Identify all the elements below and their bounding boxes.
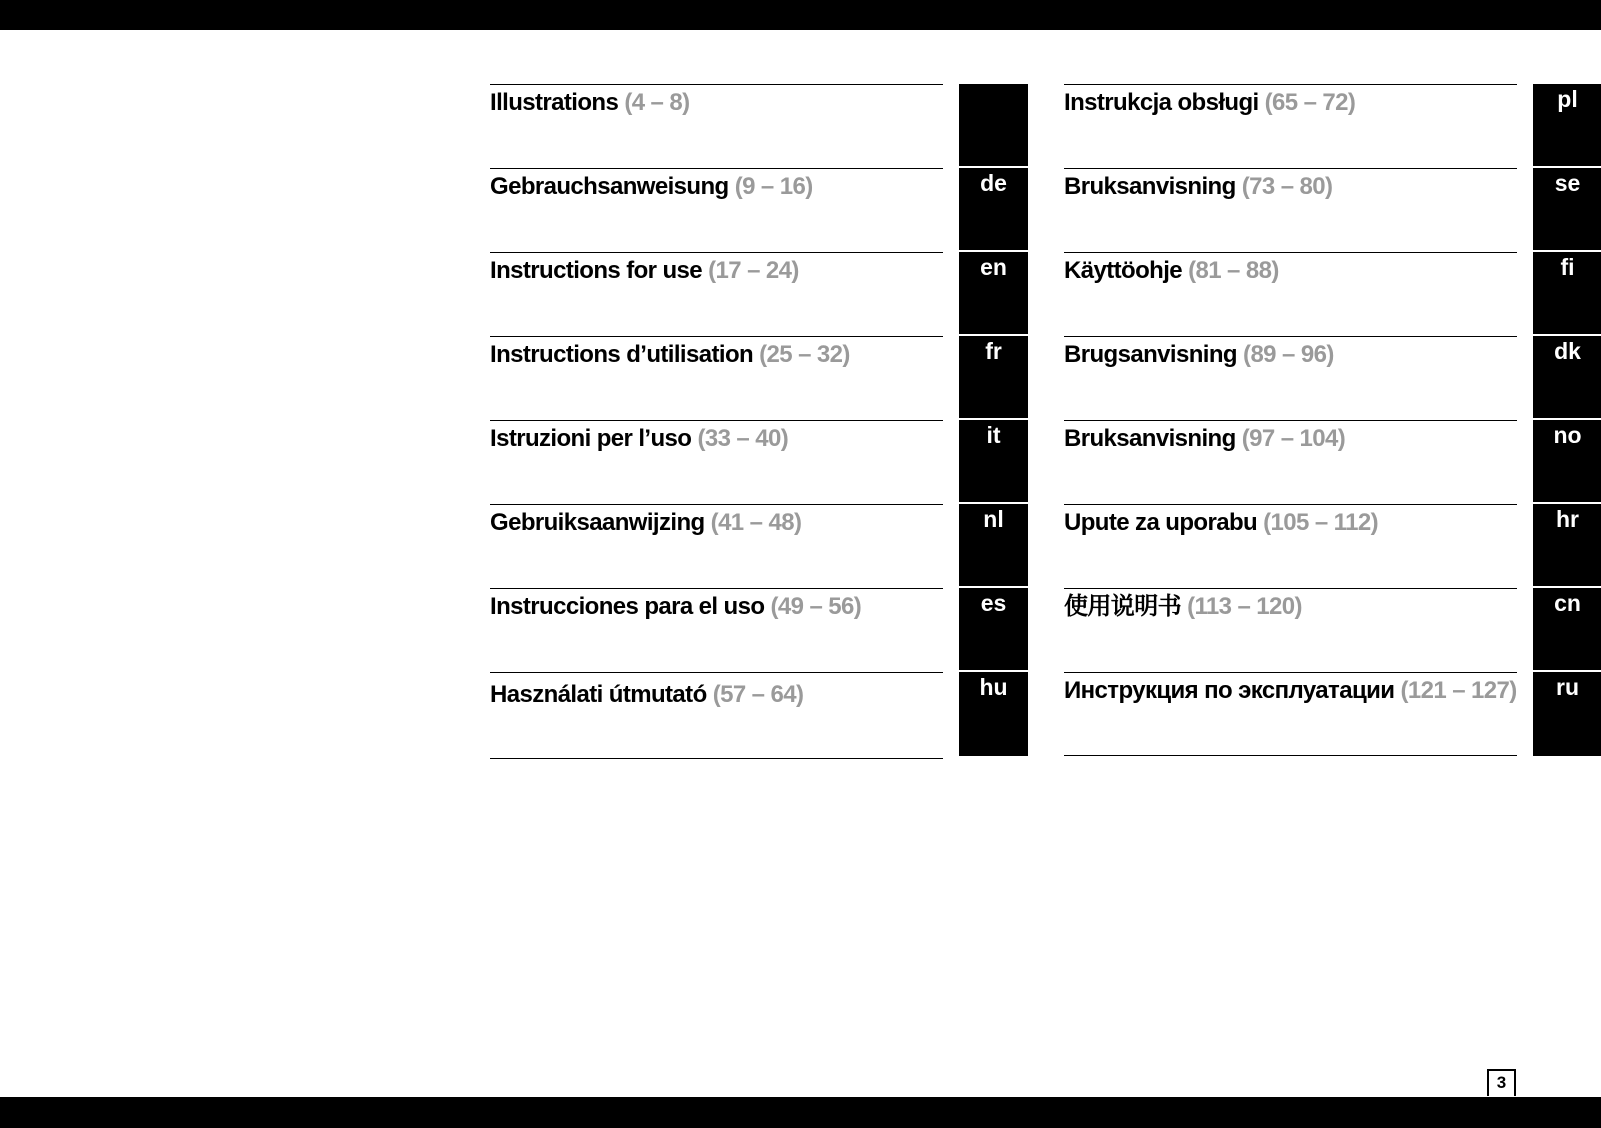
toc-entry-text <box>1064 425 1345 453</box>
toc-page-range: (41 – 48) <box>710 509 802 536</box>
toc-title: Käyttöohje <box>1064 257 1183 284</box>
toc-entry-text <box>1064 677 1517 705</box>
language-tab-en[interactable]: en <box>959 252 1028 334</box>
toc-entry-ru[interactable] <box>1064 672 1601 756</box>
divider <box>490 168 943 169</box>
toc-entry-illustrations[interactable] <box>490 84 1092 168</box>
divider <box>1064 420 1517 421</box>
toc-page-range: (121 – 127) <box>1400 677 1517 704</box>
language-tab-it[interactable]: it <box>959 420 1028 502</box>
language-tab-fr[interactable]: fr <box>959 336 1028 418</box>
toc-title: 使用说明书 <box>1064 593 1181 620</box>
toc-page-range: (33 – 40) <box>697 425 789 452</box>
top-bar <box>0 0 1601 30</box>
toc-entry-no[interactable] <box>1064 420 1601 504</box>
toc-column-left <box>490 84 1092 756</box>
toc-entry-text <box>1064 89 1355 117</box>
language-tab-de[interactable]: de <box>959 168 1028 250</box>
toc-entry-es[interactable] <box>490 588 1092 672</box>
language-tab-dk[interactable]: dk <box>1533 336 1601 418</box>
language-tab-es[interactable]: es <box>959 588 1028 670</box>
toc-entry-text <box>1064 509 1378 537</box>
toc-entry-fi[interactable] <box>1064 252 1601 336</box>
toc-title: Instrukcja obsługi <box>1064 89 1259 116</box>
toc-entry-text <box>490 257 799 285</box>
toc-title: Brugsanvisning <box>1064 341 1237 368</box>
toc-page-range: (4 – 8) <box>624 89 690 116</box>
language-tab-no[interactable]: no <box>1533 420 1601 502</box>
language-tab-hu[interactable]: hu <box>959 672 1028 756</box>
toc-column-right <box>1064 84 1601 756</box>
bottom-bar <box>0 1097 1601 1128</box>
toc-page-range: (89 – 96) <box>1243 341 1334 368</box>
language-tab-hr[interactable]: hr <box>1533 504 1601 586</box>
toc-title: Gebruiksaanwijzing <box>490 509 705 536</box>
toc-title: Illustrations <box>490 89 619 116</box>
language-tab-pl[interactable]: pl <box>1533 84 1601 166</box>
language-tab-cn[interactable]: cn <box>1533 588 1601 670</box>
toc-entry-text <box>490 681 803 709</box>
toc-title: Upute za uporabu <box>1064 509 1258 536</box>
toc-entry-en[interactable] <box>490 252 1092 336</box>
divider <box>490 84 943 85</box>
toc-page-range: (9 – 16) <box>734 173 813 200</box>
toc-title: Instructions d’utilisation <box>490 341 754 368</box>
toc-entry-fr[interactable] <box>490 336 1092 420</box>
toc-page-range: (65 – 72) <box>1264 89 1356 116</box>
toc-title: Használati útmutató <box>490 681 707 708</box>
toc-entry-nl[interactable] <box>490 504 1092 588</box>
toc-page-range: (113 – 120) <box>1187 593 1302 620</box>
divider <box>490 336 943 337</box>
toc-entry-text <box>490 173 813 201</box>
toc-entry-text <box>1064 257 1279 285</box>
toc-entry-text <box>490 425 788 453</box>
divider <box>1064 168 1517 169</box>
toc-entry-text <box>1064 341 1334 369</box>
toc-entry-pl[interactable] <box>1064 84 1601 168</box>
toc-page-range: (81 – 88) <box>1188 257 1279 284</box>
divider <box>1064 504 1517 505</box>
language-tab-se[interactable]: se <box>1533 168 1601 250</box>
toc-page-range: (57 – 64) <box>712 681 804 708</box>
divider <box>490 420 943 421</box>
language-tab-nl[interactable]: nl <box>959 504 1028 586</box>
divider <box>1064 252 1517 253</box>
language-tab-fi[interactable]: fi <box>1533 252 1601 334</box>
toc-entry-se[interactable] <box>1064 168 1601 252</box>
toc-title: Bruksanvisning <box>1064 173 1236 200</box>
divider <box>490 504 943 505</box>
toc-title: Gebrauchsanweisung <box>490 173 729 200</box>
toc-title: Instrucciones para el uso <box>490 593 765 620</box>
divider <box>1064 755 1517 756</box>
toc-entry-text <box>490 89 689 117</box>
toc-page-range: (73 – 80) <box>1241 173 1333 200</box>
divider <box>1064 336 1517 337</box>
divider <box>490 252 943 253</box>
page-number: 3 <box>1487 1069 1516 1096</box>
toc-page-range: (17 – 24) <box>708 257 799 284</box>
toc-entry-text <box>1064 173 1332 201</box>
toc-entry-hu[interactable] <box>490 672 1092 756</box>
language-tab[interactable] <box>959 84 1028 166</box>
divider <box>490 758 943 759</box>
toc-page-range: (105 – 112) <box>1263 509 1378 536</box>
divider <box>1064 672 1517 673</box>
language-tab-ru[interactable]: ru <box>1533 672 1601 756</box>
toc-entry-text <box>1064 593 1302 621</box>
divider <box>1064 84 1517 85</box>
toc-entry-it[interactable] <box>490 420 1092 504</box>
toc-title: Инструкция по эксплуатации <box>1064 677 1395 704</box>
toc-title: Istruzioni per l’uso <box>490 425 692 452</box>
toc-page-range: (49 – 56) <box>770 593 862 620</box>
toc-entry-cn[interactable] <box>1064 588 1601 672</box>
divider <box>1064 588 1517 589</box>
toc-entry-dk[interactable] <box>1064 336 1601 420</box>
toc-entry-text <box>490 593 861 621</box>
toc-title: Instructions for use <box>490 257 703 284</box>
toc-entry-de[interactable] <box>490 168 1092 252</box>
toc-entry-text <box>490 341 850 369</box>
toc-page-range: (25 – 32) <box>759 341 850 368</box>
toc-page-range: (97 – 104) <box>1241 425 1346 452</box>
toc-entry-hr[interactable] <box>1064 504 1601 588</box>
divider <box>490 672 943 673</box>
toc-title: Bruksanvisning <box>1064 425 1236 452</box>
divider <box>490 588 943 589</box>
toc-entry-text <box>490 509 801 537</box>
